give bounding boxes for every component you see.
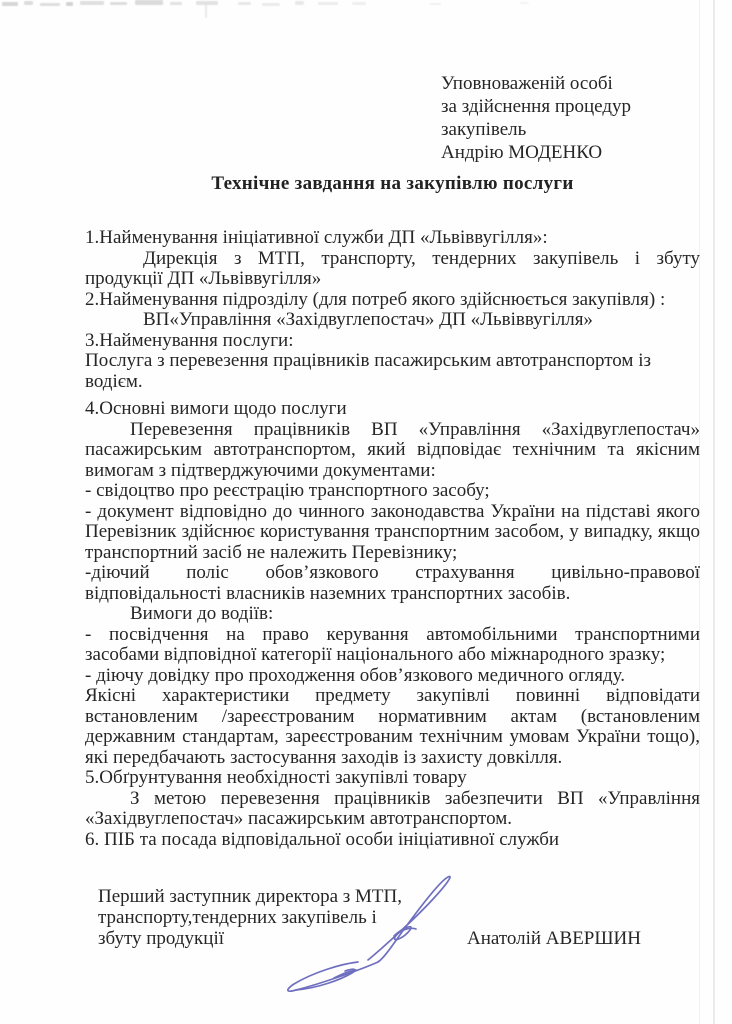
recipient-block [441,72,700,164]
paragraph-bullet-usage-document: - документ відповідно до чинного законодавства України на підставі якого Перевізник здійснює користування транспортним засобом, у випадку, якщо транспортний засіб не належить Перевізнику; [85,500,700,563]
paragraph-bullet-registration: - свідоцтво про реєстрацію транспортного засобу; [85,480,490,501]
paragraph-bullet-license: - посвідчення на право керування автомобільними транспортними засобами відповідної категорії національного або міжнародного зразку; [85,623,700,665]
signer-position-line: збуту продукції [98,928,224,949]
paragraph-item-2: 2.Найменування підрозділу (для потреб якого здійснюється закупівля) : [85,288,666,310]
document-body [85,228,700,850]
paragraph-item-6: 6. ПІБ та посада відповідальної особи ініціативної служби [85,828,560,850]
paragraph-item-2-value: ВП«Управління «Західвуглепостач» ДП «Львіввугілля» [143,309,593,330]
paragraph-item-1-value: Дирекція з МТП, транспорту, тендерних закупівель і збуту продукції ДП «Львіввугілля» [85,247,700,289]
paragraph-item-3-value: Послуга з перевезення працівників пасажирським автотранспортом із водієм. [85,350,651,392]
signer-position-line: транспорту,тендерних закупівель і [98,907,377,928]
page-edge-shadow [713,0,715,1024]
recipient-name: Андрію МОДЕНКО [441,142,603,163]
signer-position-line: Перший заступник директора з МТП, [98,886,402,907]
signoff-block [85,886,700,949]
paragraph-item-4: 4.Основні вимоги щодо послуги [85,398,347,419]
paragraph-item-1: 1.Найменування ініціативної служби ДП «Львіввугілля»: [85,227,548,248]
signer-name: Анатолій АВЕРШИН [467,928,641,949]
recipient-line: Уповноваженій особі [441,73,613,94]
paragraph-item-3: 3.Найменування послуги: [85,329,294,351]
document-title: Технічне завдання на закупівлю послуги [211,173,574,194]
paragraph-bullet-insurance: -діючий поліс обов’язкового страхування цивільно-правової відповідальності власників наземних транспортних засобів. [85,562,700,604]
recipient-line: за здійснення процедур [441,96,632,117]
paragraph-driver-requirements-heading: Вимоги до водіїв: [130,603,274,624]
paragraph-quality: Якісні характеристики предмету закупівлі повинні відповідати встановленим /зареєстрованим нормативним актам (встановленим державним стандартам, зареєстрованим технічним умовам України тощо), які передбачають застосування заходів із захисту довкілля. [85,685,700,768]
recipient-line: закупівель [441,119,527,140]
paragraph-bullet-medical: - діючу довідку про проходження обов’язкового медичного огляду. [85,664,626,686]
paragraph-item-5-value: З метою перевезення працівників забезпечити ВП «Управління «Західвуглепостач» пасажирським автотранспортом. [85,787,700,829]
document-content [85,0,700,850]
paragraph-item-5: 5.Обґрунтування необхідності закупівлі товару [85,767,467,788]
paragraph-requirements-intro: Перевезення працівників ВП «Управління «Західвуглепостач» пасажирським автотранспортом, який відповідає технічним та якісним вимогам з підтверджуючими документами: [85,418,700,481]
